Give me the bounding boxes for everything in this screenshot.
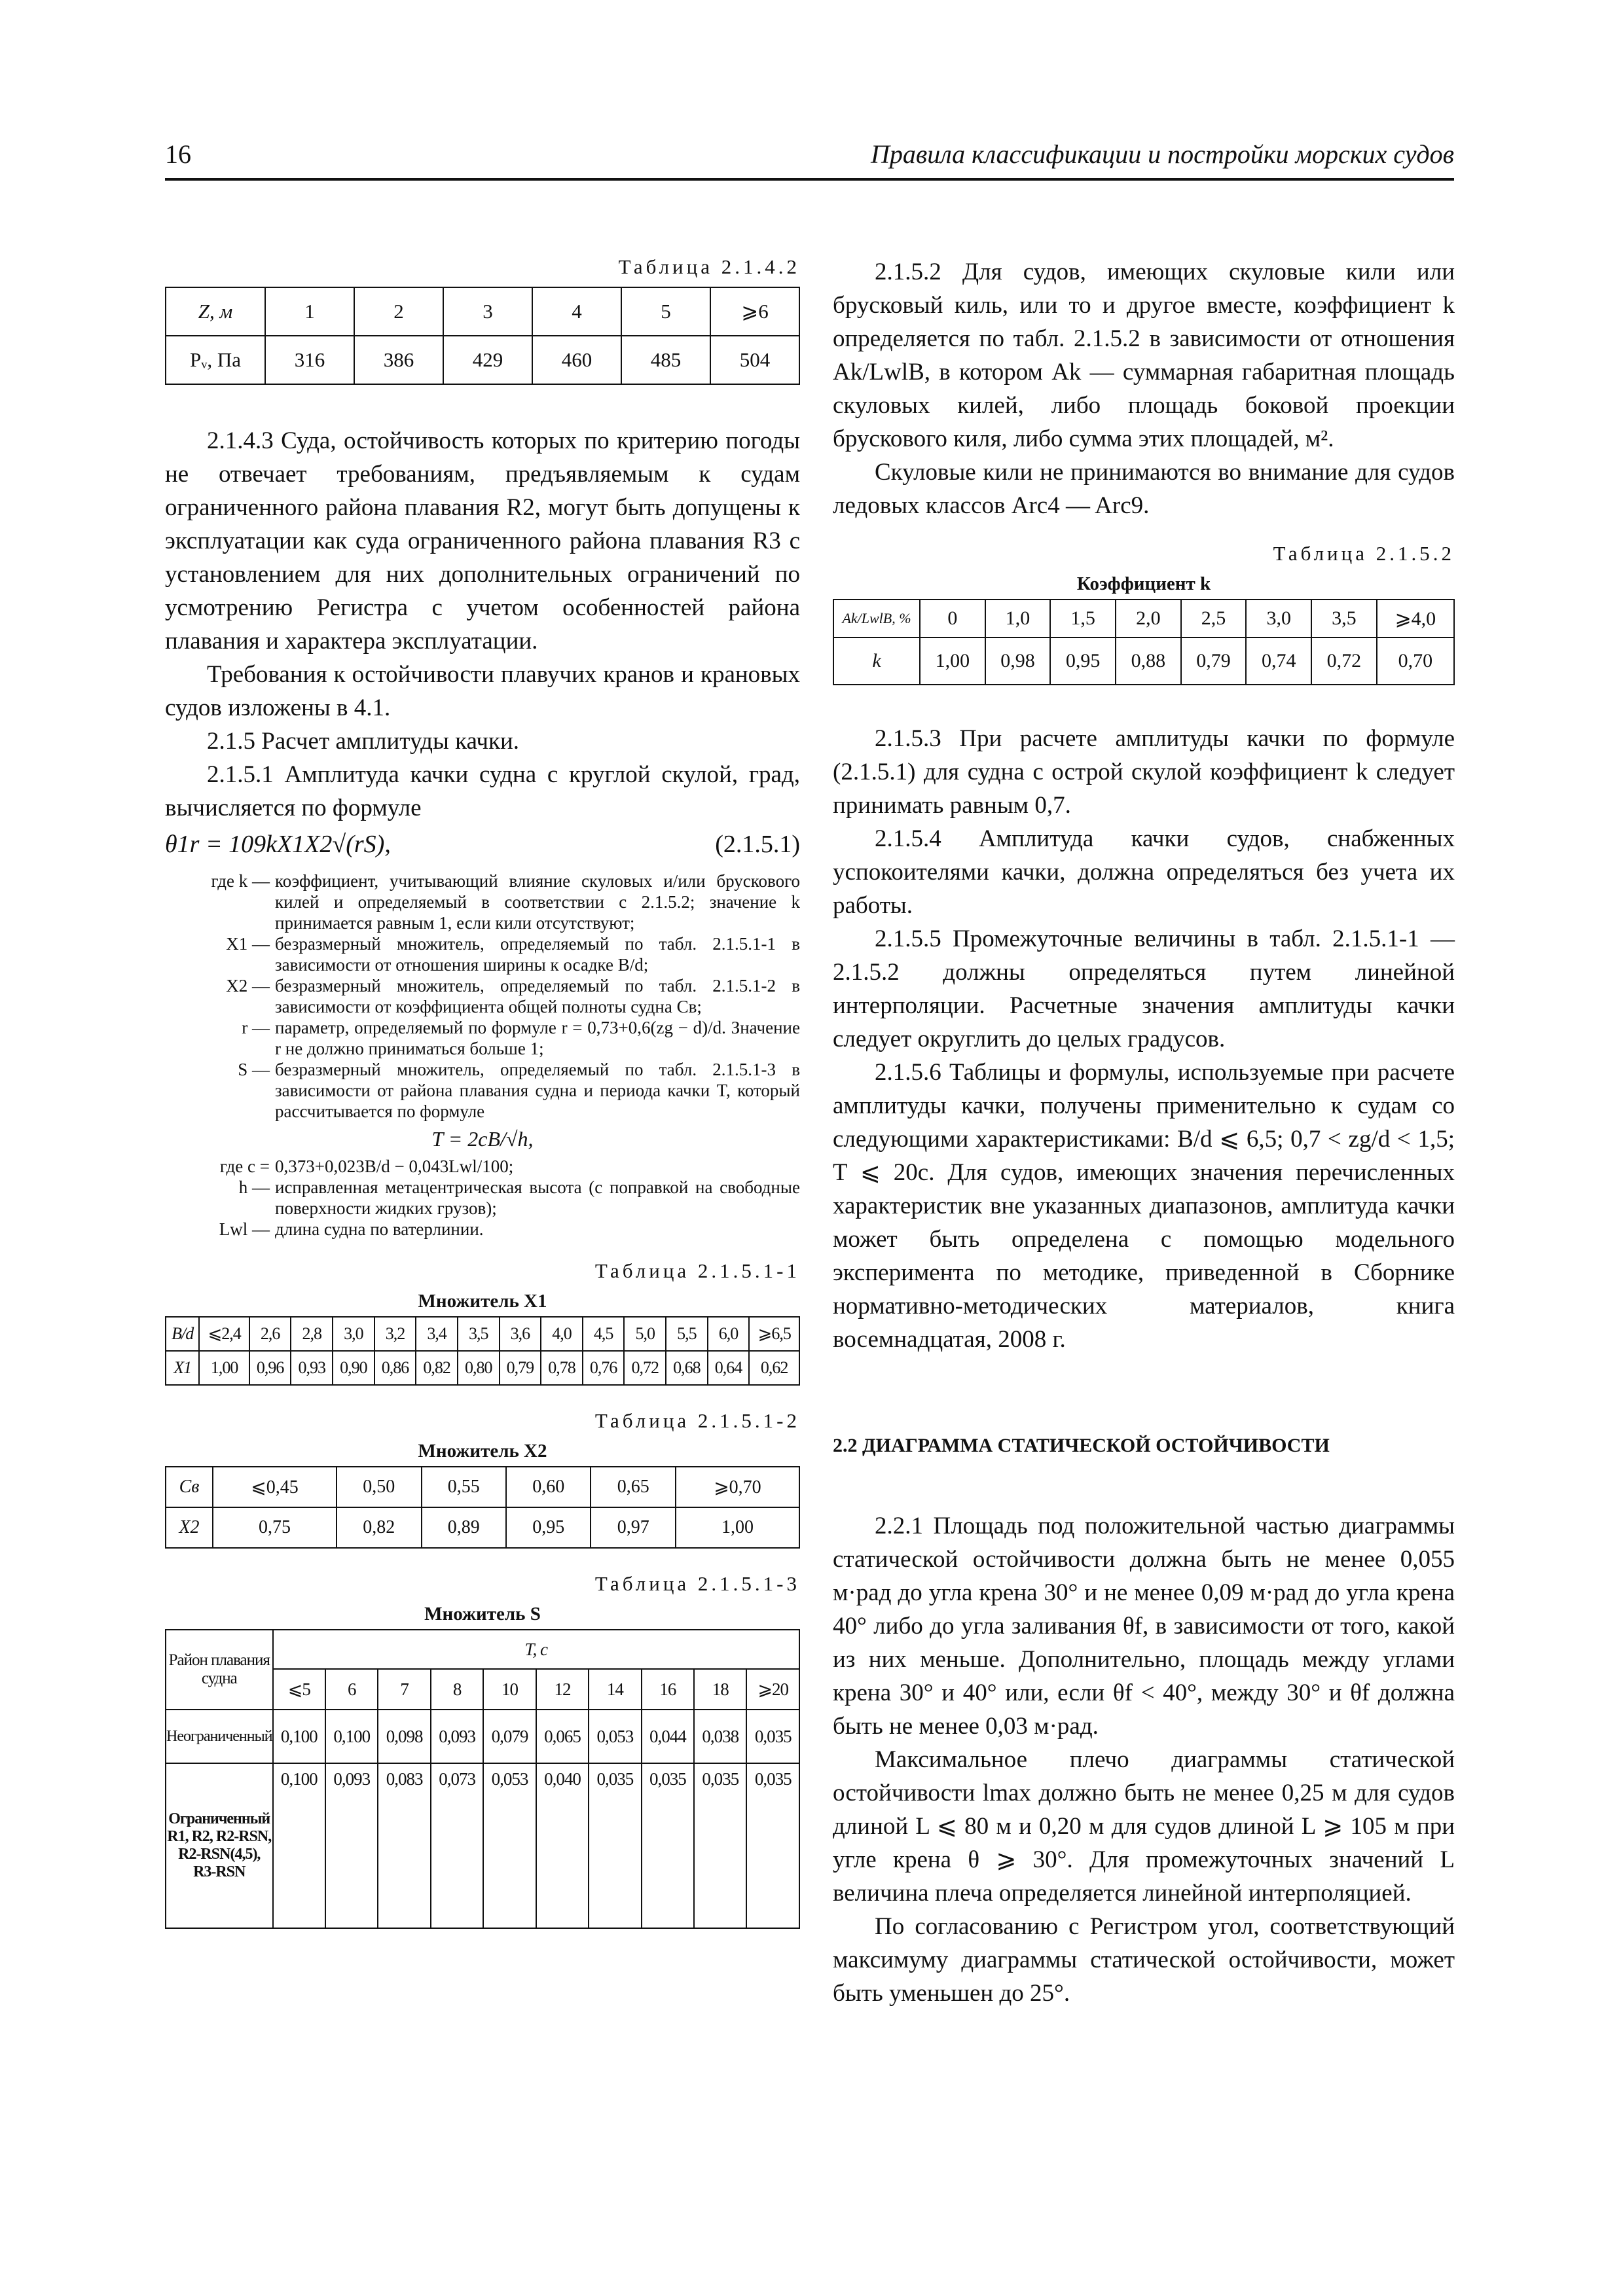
table-cell: Ak/LwlB, % xyxy=(833,600,920,637)
definition-symbol: X2 — xyxy=(226,976,270,996)
table-cell: 3,2 xyxy=(374,1317,416,1351)
paragraph-max-angle: По согласованию с Регистром угол, соответствующий максимуму диаграммы статической остойчивости, может быть уменьшен до 25°. xyxy=(833,1913,1455,2007)
definition-row xyxy=(165,1177,800,1219)
definition-row xyxy=(165,933,800,975)
definition-row xyxy=(165,1219,800,1240)
table-caption: Таблица 2.1.5.2 xyxy=(1273,542,1455,565)
table-cell: 3,6 xyxy=(500,1317,541,1351)
table-row-label: Ограниченный R1, R2, R2-RSN, R2-RSN(4,5), R3-RSN xyxy=(166,1763,273,1928)
definition-row xyxy=(165,1059,800,1122)
paragraph-lmax: Максимальное плечо диаграммы статической остойчивости lmax должно быть не менее 0,25 м для судов длиной L ⩽ 80 м и 0,20 м для судов длиной L ⩾ 105 м при угле крена θ ⩾ 30°. Для промежуточных значений L величина плеча определяется линейной интерполяцией. xyxy=(833,1746,1455,1907)
paragraph-2-1-5-1: 2.1.5.1 Амплитуда качки судна с круглой скулой, град, вычисляется по формуле xyxy=(165,761,800,821)
table-cell: 0,035 xyxy=(746,1710,799,1763)
table-header-cell: 10 xyxy=(483,1669,536,1710)
table-cell: 0,96 xyxy=(249,1351,291,1385)
table-cell: 0,62 xyxy=(749,1351,799,1385)
table-cell: 0,035 xyxy=(694,1763,746,1928)
table-cell: Z, м xyxy=(166,287,265,336)
table-cell: 0,82 xyxy=(416,1351,458,1385)
table-cell: X1 xyxy=(166,1351,199,1385)
table-corner-cell: Район плавания судна xyxy=(166,1630,273,1710)
table-cell: 2,8 xyxy=(291,1317,333,1351)
table-cell: 0,044 xyxy=(642,1710,694,1763)
running-header-title: Правила классификации и постройки морских судов xyxy=(870,139,1454,169)
table-cell: 0,76 xyxy=(583,1351,625,1385)
table-cell: 2,6 xyxy=(249,1317,291,1351)
formula-2-1-5-1 xyxy=(165,830,800,859)
table-cell: 0,79 xyxy=(500,1351,541,1385)
definition-text: безразмерный множитель, определяемый по табл. 2.1.5.1-1 в зависимости от отношения ширины к осадке B/d; xyxy=(275,934,800,975)
table-cell: 0 xyxy=(920,600,985,637)
table-cell: 0,90 xyxy=(333,1351,374,1385)
table-row xyxy=(166,1351,799,1385)
table-cell: 0,64 xyxy=(708,1351,750,1385)
left-column xyxy=(165,255,800,1929)
table-cell: 316 xyxy=(265,336,354,384)
table-header-cell: T, с xyxy=(273,1630,799,1669)
definitions-list xyxy=(165,870,800,1240)
table-cell: 485 xyxy=(621,336,710,384)
table-cell: 0,72 xyxy=(1311,637,1377,685)
definition-text: коэффициент, учитывающий влияние скуловых и/или брускового килей и определяемый в соответствии с 2.1.5.2; значение k принимается равным 1, если кили отсутствуют; xyxy=(275,871,800,933)
table-cell: k xyxy=(833,637,920,685)
table-cell: 3,5 xyxy=(458,1317,500,1351)
table-cell: 0,72 xyxy=(624,1351,666,1385)
table-cell: Cв xyxy=(166,1467,213,1507)
table-cell: 2 xyxy=(354,287,443,336)
table-cell: ⩾4,0 xyxy=(1377,600,1454,637)
header-rule xyxy=(165,178,1454,181)
table-cell: 0,95 xyxy=(1050,637,1116,685)
table-cell: 0,053 xyxy=(589,1710,641,1763)
table-2-1-5-2 xyxy=(833,599,1455,685)
table-cell: 3,4 xyxy=(416,1317,458,1351)
table-cell: 0,053 xyxy=(483,1763,536,1928)
table-cell: 1,00 xyxy=(199,1351,249,1385)
table-cell: 0,55 xyxy=(422,1467,506,1507)
paragraph-2-1-5-4: 2.1.5.4 Амплитуда качки судов, снабженных успокоителями качки, должна определяться без учета их работы. xyxy=(833,825,1455,919)
table-header-cell: ⩽5 xyxy=(273,1669,325,1710)
table-cell: 4,0 xyxy=(541,1317,583,1351)
table-cell: 0,093 xyxy=(325,1763,378,1928)
definition-symbol: X1 — xyxy=(226,934,270,954)
table-cell: 0,98 xyxy=(985,637,1051,685)
table-cell: 3,0 xyxy=(1246,600,1311,637)
table-header-cell: ⩾20 xyxy=(746,1669,799,1710)
table-cell: 0,68 xyxy=(666,1351,708,1385)
paragraph-ice-classes: Скуловые кили не принимаются во внимание для судов ледовых классов Arc4 — Arc9. xyxy=(833,459,1455,519)
definition-row xyxy=(165,870,800,933)
table-row xyxy=(833,637,1454,685)
table-cell: 2,0 xyxy=(1116,600,1181,637)
definition-text: 0,373+0,023B/d − 0,043Lwl/100; xyxy=(275,1157,514,1176)
page-number: 16 xyxy=(165,139,191,169)
table-cell: ⩾6 xyxy=(710,287,799,336)
table-row xyxy=(166,1317,799,1351)
table-cell: 0,93 xyxy=(291,1351,333,1385)
table-cell: 0,86 xyxy=(374,1351,416,1385)
table-2-1-5-1-3 xyxy=(165,1629,800,1929)
table-row xyxy=(166,1710,799,1763)
table-caption: Таблица 2.1.5.1-2 xyxy=(594,1409,800,1432)
definition-row xyxy=(165,1156,800,1177)
table-cell: 0,035 xyxy=(642,1763,694,1928)
definition-text: параметр, определяемый по формуле r = 0,73+0,6(zg − d)/d. Значение r не должно приниматься больше 1; xyxy=(275,1018,800,1058)
table-row xyxy=(166,1467,799,1507)
table-cell: 2,5 xyxy=(1181,600,1247,637)
table-cell: 1,5 xyxy=(1050,600,1116,637)
paragraph-2-1-4-3: 2.1.4.3 Суда, остойчивость которых по критерию погоды не отвечает требованиям, предъявляемым к судам ограниченного района плавания R2, могут быть допущены к эксплуатации как суда ограниченного района плавания R3 с установлением для них дополнительных ограничений по усмотрению Регистра с учетом особенностей района плавания и характера эксплуатации. xyxy=(165,427,800,655)
definition-symbol: Lwl — xyxy=(219,1219,270,1239)
table-cell: 3,0 xyxy=(333,1317,374,1351)
table-cell: 0,100 xyxy=(273,1710,325,1763)
table-header-cell: 6 xyxy=(325,1669,378,1710)
table-subtitle: Коэффициент k xyxy=(1076,573,1211,594)
table-cell: 6,0 xyxy=(708,1317,750,1351)
table-row xyxy=(166,336,799,384)
table-cell: 386 xyxy=(354,336,443,384)
table-row xyxy=(833,600,1454,637)
paragraph-2-1-5-3: 2.1.5.3 При расчете амплитуды качки по формуле (2.1.5.1) для судна с острой скулой коэффициент k следует принимать равным 0,7. xyxy=(833,725,1455,819)
table-cell: 0,97 xyxy=(591,1507,675,1548)
table-cell: 0,60 xyxy=(506,1467,591,1507)
definition-row xyxy=(165,1017,800,1059)
table-2-1-4-2 xyxy=(165,287,800,385)
definition-symbol: h — xyxy=(238,1177,270,1197)
table-cell: 0,073 xyxy=(431,1763,483,1928)
table-cell: ⩽2,4 xyxy=(199,1317,249,1351)
paragraph-cranes: Требования к остойчивости плавучих кранов и крановых судов изложены в 4.1. xyxy=(165,661,800,721)
table-cell: 460 xyxy=(532,336,621,384)
table-cell: 3 xyxy=(443,287,532,336)
table-cell: 0,035 xyxy=(746,1763,799,1928)
table-cell: ⩾0,70 xyxy=(676,1467,799,1507)
formula-period: T = 2cB/√h, xyxy=(431,1127,534,1151)
table-cell: 3,5 xyxy=(1311,600,1377,637)
table-row-label: Неограниченный xyxy=(166,1710,273,1763)
table-cell: 0,88 xyxy=(1116,637,1181,685)
formula-expression: θ1r = 109kX1X2√(rS), xyxy=(165,831,391,858)
table-cell: 0,079 xyxy=(483,1710,536,1763)
table-cell: Pᵥ, Па xyxy=(166,336,265,384)
table-cell: 0,065 xyxy=(536,1710,589,1763)
table-cell: 0,083 xyxy=(378,1763,430,1928)
table-cell: 0,74 xyxy=(1246,637,1311,685)
table-cell: 1,0 xyxy=(985,600,1051,637)
paragraph-2-1-5-6: 2.1.5.6 Таблицы и формулы, используемые при расчете амплитуды качки, получены применительно к судам со следующими характеристиками: B/d ⩽ 6,5; 0,7 < zg/d < 1,5; T ⩽ 20с. Для судов, имеющих значения перечисленных характеристик вне указанных диапазонов, амплитуда качки может быть определена с помощью модельного эксперимента по методике, приведенной в Сборнике нормативно-методических материалов, книга восемнадцатая, 2008 г. xyxy=(833,1059,1455,1353)
table-cell: 0,89 xyxy=(422,1507,506,1548)
table-header-cell: 8 xyxy=(431,1669,483,1710)
table-cell: 1,00 xyxy=(676,1507,799,1548)
table-subtitle: Множитель X2 xyxy=(418,1441,547,1462)
table-cell: B/d xyxy=(166,1317,199,1351)
table-cell: 4 xyxy=(532,287,621,336)
table-cell: 1,00 xyxy=(920,637,985,685)
table-caption: Таблица 2.1.5.1-1 xyxy=(594,1259,800,1282)
definition-text: безразмерный множитель, определяемый по табл. 2.1.5.1-2 в зависимости от коэффициента общей полноты судна Cв; xyxy=(275,976,800,1016)
formula-number: (2.1.5.1) xyxy=(715,831,800,858)
definition-symbol: S — xyxy=(238,1060,270,1079)
table-cell: 0,50 xyxy=(337,1467,421,1507)
table-header-cell: 14 xyxy=(589,1669,641,1710)
table-cell: 0,035 xyxy=(589,1763,641,1928)
definition-text: длина судна по ватерлинии. xyxy=(275,1219,484,1239)
table-cell: 5,0 xyxy=(624,1317,666,1351)
table-cell: 1 xyxy=(265,287,354,336)
table-cell: 0,80 xyxy=(458,1351,500,1385)
table-cell: 0,098 xyxy=(378,1710,430,1763)
right-column xyxy=(833,255,1455,2010)
definition-text: безразмерный множитель, определяемый по табл. 2.1.5.1-3 в зависимости от района плавания судна и периода качки T, который рассчитывается по формуле xyxy=(275,1060,800,1121)
table-cell: 5,5 xyxy=(666,1317,708,1351)
paragraph-2-1-5: 2.1.5 Расчет амплитуды качки. xyxy=(207,728,520,755)
table-cell: 4,5 xyxy=(583,1317,625,1351)
table-cell: 0,100 xyxy=(273,1763,325,1928)
table-2-1-5-1-2 xyxy=(165,1466,800,1549)
table-header-cell: 7 xyxy=(378,1669,430,1710)
table-cell: 0,70 xyxy=(1377,637,1454,685)
paragraph-2-2-1: 2.2.1 Площадь под положительной частью диаграммы статической остойчивости должна быть не менее 0,055 м·рад до угла крена 30° и не менее 0,09 м·рад до угла крена 40° либо до угла заливания θf, в зависимости от того, какой из них меньше. Дополнительно, площадь между углами крена 30° и 40° или, если θf < 40°, между 30° и θf должна быть не менее 0,03 м·рад. xyxy=(833,1513,1455,1740)
table-header-cell: 18 xyxy=(694,1669,746,1710)
table-cell: 0,79 xyxy=(1181,637,1247,685)
paragraph-2-1-5-5: 2.1.5.5 Промежуточные величины в табл. 2.1.5.1-1 — 2.1.5.2 должны определяться путем линейной интерполяции. Расчетные значения амплитуды качки следует округлить до целых градусов. xyxy=(833,925,1455,1052)
table-cell: 0,040 xyxy=(536,1763,589,1928)
section-heading-2-2: 2.2 ДИАГРАММА СТАТИЧЕСКОЙ ОСТОЙЧИВОСТИ xyxy=(833,1435,1330,1456)
table-cell: 0,038 xyxy=(694,1710,746,1763)
table-row xyxy=(166,1507,799,1548)
table-header-cell: 12 xyxy=(536,1669,589,1710)
definition-row xyxy=(165,975,800,1017)
table-cell: 504 xyxy=(710,336,799,384)
table-cell: ⩾6,5 xyxy=(749,1317,799,1351)
table-caption: Таблица 2.1.4.2 xyxy=(618,255,800,278)
definition-text: исправленная метацентрическая высота (с поправкой на свободные поверхности жидких грузов); xyxy=(275,1177,800,1218)
table-cell: 0,100 xyxy=(325,1710,378,1763)
table-cell: 429 xyxy=(443,336,532,384)
table-cell: 0,82 xyxy=(337,1507,421,1548)
definition-symbol: где k — xyxy=(211,871,270,891)
table-2-1-5-1-1 xyxy=(165,1316,800,1386)
table-cell: 0,75 xyxy=(213,1507,337,1548)
table-row xyxy=(166,287,799,336)
table-row xyxy=(166,1763,799,1928)
table-header-cell: 16 xyxy=(642,1669,694,1710)
table-cell: 0,093 xyxy=(431,1710,483,1763)
table-row xyxy=(166,1630,799,1669)
table-cell: 5 xyxy=(621,287,710,336)
definition-symbol: где c = xyxy=(219,1157,270,1176)
table-cell: X2 xyxy=(166,1507,213,1548)
table-cell: 0,78 xyxy=(541,1351,583,1385)
table-subtitle: Множитель X1 xyxy=(418,1291,547,1312)
paragraph-2-1-5-2: 2.1.5.2 Для судов, имеющих скуловые кили или брусковый киль, или то и другое вместе, коэффициент k определяется по табл. 2.1.5.2 в зависимости от отношения Ak/LwlB, в котором Ak — суммарная габаритная площадь скуловых килей, либо площадь боковой проекции брускового киля, либо сумма этих площадей, м². xyxy=(833,259,1455,452)
table-caption: Таблица 2.1.5.1-3 xyxy=(594,1572,800,1595)
table-cell: 0,95 xyxy=(506,1507,591,1548)
definition-symbol: r — xyxy=(242,1018,270,1037)
table-cell: ⩽0,45 xyxy=(213,1467,337,1507)
table-subtitle: Множитель S xyxy=(424,1604,541,1624)
table-cell: 0,65 xyxy=(591,1467,675,1507)
